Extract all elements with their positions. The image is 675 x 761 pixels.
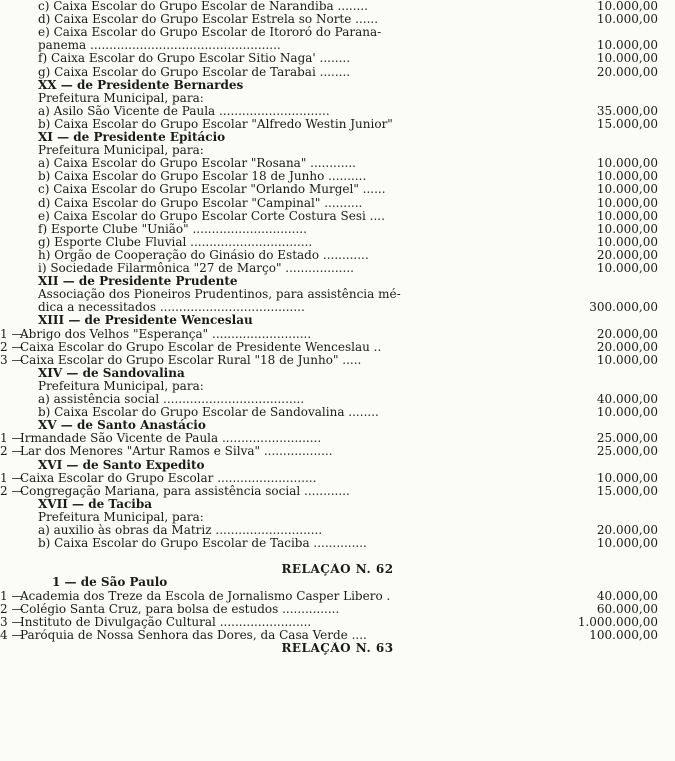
entry-text: Abrigo dos Velhos "Esperança" .......................... <box>20 327 312 341</box>
entry-line <box>0 262 675 275</box>
entry-text: f) Caixa Escolar do Grupo Escolar Sitio Naga' ........ <box>38 52 351 66</box>
relation-heading <box>0 563 675 576</box>
section-heading <box>0 131 675 144</box>
entry-line <box>0 590 675 603</box>
entry-amount: 10.000,00 <box>596 156 658 171</box>
entry-text: Caixa Escolar do Grupo Escolar Rural "18 de Junho" ..... <box>20 353 362 367</box>
entry-amount: 10.000,00 <box>596 221 658 236</box>
entry-text: Prefeitura Municipal, para: <box>38 144 204 158</box>
entry-text: panema .................................................. <box>38 39 281 53</box>
entry-line <box>0 406 675 419</box>
entry-amount: 10.000,00 <box>596 182 658 197</box>
entry-line <box>0 210 675 223</box>
entry-amount: 10.000,00 <box>596 261 658 275</box>
entry-text: c) Caixa Escolar do Grupo Escolar "Orlando Murgel" ...... <box>38 183 386 197</box>
entry-text: b) Caixa Escolar do Grupo Escolar de Taciba .............. <box>38 537 367 551</box>
entry-amount: 20.000,00 <box>596 339 658 354</box>
entry-number: 2 — <box>0 601 24 616</box>
entry-line <box>0 39 675 52</box>
entry-line <box>0 445 675 458</box>
entry-text: XII — de Presidente Prudente <box>38 275 238 289</box>
section-heading <box>0 275 675 288</box>
entry-amount: 10.000,00 <box>596 470 658 485</box>
entry-number: 2 — <box>0 339 24 354</box>
entry-amount: 40.000,00 <box>596 392 658 406</box>
entry-line <box>0 380 675 393</box>
entry-text: Congregação Mariana, para assistência social ............ <box>20 484 350 498</box>
entry-line <box>0 603 675 616</box>
entry-text: i) Sociedade Filarmônica "27 de Março" .................. <box>38 262 354 275</box>
entry-line <box>0 13 675 26</box>
entry-line <box>0 537 675 550</box>
entry-line <box>0 249 675 262</box>
entry-text: Prefeitura Municipal, para: <box>38 510 204 524</box>
section-heading <box>0 576 675 589</box>
entry-line <box>0 511 675 524</box>
entry-amount: 10.000,00 <box>596 0 658 13</box>
entry-amount: 10.000,00 <box>596 208 658 223</box>
section-heading <box>0 459 675 472</box>
entry-text: f) Esporte Clube "União" .............................. <box>38 222 307 236</box>
section-heading <box>0 314 675 327</box>
entry-line <box>0 328 675 341</box>
section-heading <box>0 367 675 380</box>
entry-line <box>0 223 675 236</box>
entry-line <box>0 341 675 354</box>
entry-number: 1 — <box>0 431 24 446</box>
entry-amount: 20.000,00 <box>596 523 658 537</box>
entry-line <box>0 26 675 39</box>
entry-text: Instituto de Divulgação Cultural ........................ <box>20 615 312 629</box>
entry-text: Paróquia de Nossa Senhora das Dores, da Casa Verde .... <box>20 628 367 642</box>
entry-amount: 25.000,00 <box>596 444 658 459</box>
entry-text: XIII — de Presidente Wenceslau <box>38 314 253 328</box>
entry-line <box>0 52 675 65</box>
entry-number: 1 — <box>0 326 24 341</box>
entry-text: Caixa Escolar do Grupo Escolar .......................... <box>20 471 317 485</box>
entry-amount: 1.000.000,00 <box>577 614 658 629</box>
entry-text: d) Caixa Escolar do Grupo Escolar "Campinal" .......... <box>38 196 363 210</box>
entry-amount: 10.000,00 <box>596 169 658 184</box>
entry-text: a) assistência social ..................................... <box>38 393 305 406</box>
entry-line <box>0 157 675 170</box>
entry-number: 3 — <box>0 614 24 629</box>
entry-amount: 10.000,00 <box>596 12 658 27</box>
entry-amount: 10.000,00 <box>596 38 658 53</box>
entry-line <box>0 0 675 13</box>
entry-text: XVI — de Santo Expedito <box>38 458 205 472</box>
entry-text: e) Caixa Escolar do Grupo Escolar de Itororó do Parana- <box>38 26 382 40</box>
entry-text: c) Caixa Escolar do Grupo Escolar de Narandiba ........ <box>38 0 368 13</box>
entry-amount: 10.000,00 <box>596 536 658 551</box>
entry-amount: 15.000,00 <box>596 116 658 131</box>
entry-text: b) Caixa Escolar do Grupo Escolar 18 de Junho .......... <box>38 170 367 184</box>
section-heading <box>0 498 675 511</box>
entry-text: XI — de Presidente Epitácio <box>38 131 226 144</box>
entry-amount: 10.000,00 <box>596 352 658 367</box>
entry-line <box>0 629 675 642</box>
entry-text: XV — de Santo Anastácio <box>38 419 206 433</box>
entry-line <box>0 472 675 485</box>
entry-text: Prefeitura Municipal, para: <box>38 91 204 105</box>
entry-amount: 10.000,00 <box>596 234 658 249</box>
entry-text: d) Caixa Escolar do Grupo Escolar Estrela so Norte ...... <box>38 13 379 27</box>
entry-line <box>0 288 675 301</box>
entry-text: h) Orgão de Cooperação do Ginásio do Estado ............ <box>38 248 369 262</box>
entry-text: XIV — de Sandovalina <box>38 366 185 380</box>
entry-amount: 20.000,00 <box>596 247 658 262</box>
entry-text: g) Caixa Escolar do Grupo Escolar de Tarabai ........ <box>38 65 351 79</box>
entry-amount: 35.000,00 <box>596 103 658 118</box>
entry-line <box>0 301 675 314</box>
entry-line <box>0 432 675 445</box>
entry-text: Academia dos Treze da Escola de Jornalismo Casper Libero . <box>20 589 391 603</box>
entry-amount: 20.000,00 <box>596 326 658 341</box>
entry-line <box>0 354 675 367</box>
entry-amount: 60.000,00 <box>596 601 658 616</box>
entry-amount: 10.000,00 <box>596 195 658 210</box>
entry-text: Irmandade São Vicente de Paula .......................... <box>20 432 322 446</box>
entry-line <box>0 170 675 183</box>
section-heading <box>0 419 675 432</box>
entry-number: 1 — <box>0 588 24 603</box>
entry-line <box>0 66 675 79</box>
entry-amount: 300.000,00 <box>589 300 658 315</box>
entry-text: g) Esporte Clube Fluvial ................................ <box>38 235 313 249</box>
entry-line <box>0 550 675 563</box>
entry-text: Caixa Escolar do Grupo Escolar de Presidente Wenceslau .. <box>20 340 382 354</box>
relation-heading <box>0 642 675 655</box>
entry-amount: 15.000,00 <box>596 483 658 498</box>
entry-line <box>0 118 675 131</box>
entry-text: Prefeitura Municipal, para: <box>38 379 204 393</box>
entry-amount: 40.000,00 <box>596 588 658 603</box>
entry-line <box>0 92 675 105</box>
entry-text: XVII — de Taciba <box>38 497 152 511</box>
entry-line <box>0 144 675 157</box>
entry-line <box>0 393 675 406</box>
entry-line <box>0 197 675 210</box>
entry-number: 1 — <box>0 470 24 485</box>
entry-amount: 25.000,00 <box>596 431 658 446</box>
relation-title: RELAÇÃO N. 62 <box>281 563 394 577</box>
entry-number: 4 — <box>0 627 24 642</box>
entry-text: a) auxilio às obras da Matriz ............................ <box>38 524 323 537</box>
entry-text: Colégio Santa Cruz, para bolsa de estudos ............... <box>20 602 340 616</box>
entry-text: a) Caixa Escolar do Grupo Escolar "Rosana" ............ <box>38 157 356 171</box>
entry-number: 2 — <box>0 483 24 498</box>
entry-text: Lar dos Menores "Artur Ramos e Silva" .................. <box>20 445 333 459</box>
entry-text: XX — de Presidente Bernardes <box>38 78 244 92</box>
entry-amount: 100.000,00 <box>589 627 658 642</box>
section-heading <box>0 79 675 92</box>
entry-text: dica a necessitados ...................................... <box>38 301 305 315</box>
entry-number: 3 — <box>0 352 24 367</box>
entry-text: b) Caixa Escolar do Grupo Escolar "Alfredo Westin Junior" <box>38 117 393 131</box>
entry-line <box>0 616 675 629</box>
entry-text: 1 — de São Paulo <box>52 576 168 590</box>
entry-amount: 10.000,00 <box>596 405 658 420</box>
entry-amount: 10.000,00 <box>596 51 658 66</box>
entry-text: e) Caixa Escolar do Grupo Escolar Corte Costura Sesi .... <box>38 209 385 223</box>
relation-title: RELAÇÃO N. 63 <box>281 641 394 655</box>
entry-text: a) Asilo São Vicente de Paula ............................. <box>38 104 330 118</box>
entry-line <box>0 183 675 196</box>
entry-amount: 20.000,00 <box>596 64 658 79</box>
entry-line <box>0 105 675 118</box>
entry-line <box>0 524 675 537</box>
entry-line <box>0 485 675 498</box>
entry-text: b) Caixa Escolar do Grupo Escolar de Sandovalina ........ <box>38 406 379 420</box>
entry-line <box>0 236 675 249</box>
entry-number: 2 — <box>0 444 24 459</box>
entry-text: Associação dos Pioneiros Prudentinos, para assistência mé- <box>38 288 401 302</box>
